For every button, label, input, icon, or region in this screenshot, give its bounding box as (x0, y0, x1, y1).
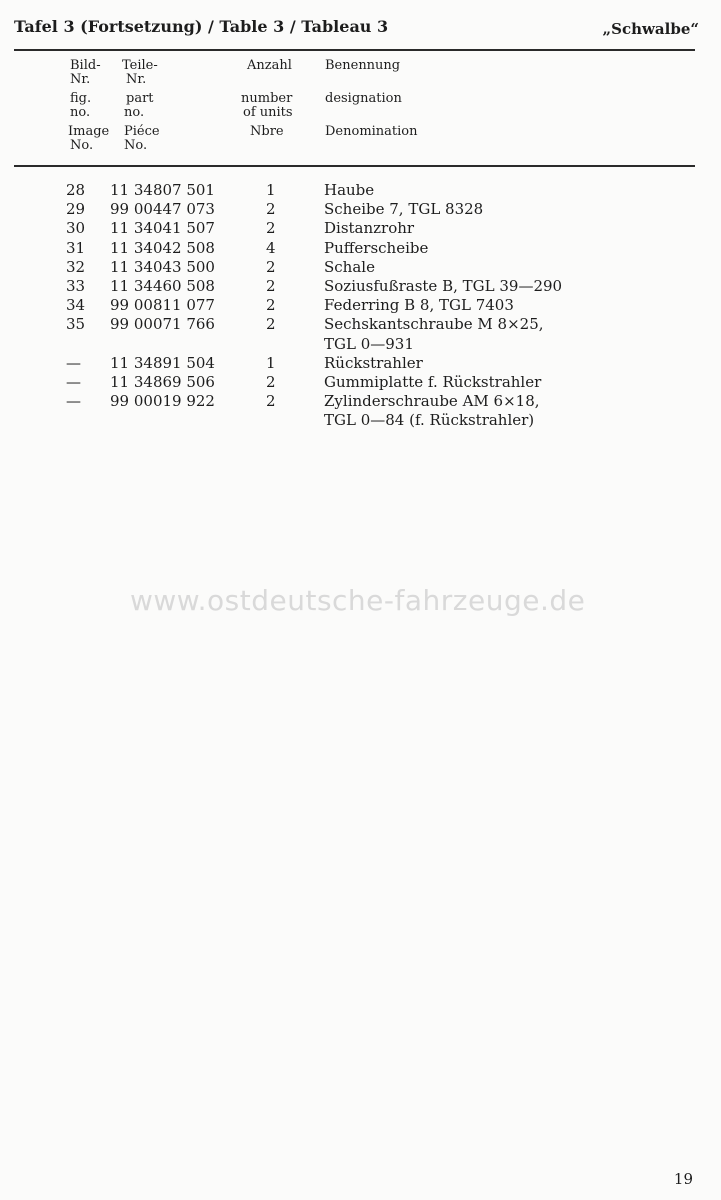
top-rule (14, 49, 695, 51)
watermark: www.ostdeutsche-fahrzeuge.de (130, 584, 586, 617)
designation: Federring B 8, TGL 7403 (324, 296, 514, 315)
table-row-continuation (0, 335, 721, 354)
header-line: of units (243, 105, 293, 120)
part-no: 11 34042 508 (110, 238, 215, 257)
header-line: Anzahl (247, 58, 292, 73)
page-title: Tafel 3 (Fortsetzung) / Table 3 / Tableau 3 (14, 17, 389, 36)
part-no: 99 00019 922 (110, 392, 215, 411)
table-row (0, 258, 721, 277)
designation: Schale (324, 257, 375, 276)
designation: TGL 0—931 (324, 334, 414, 353)
quantity: 2 (266, 392, 276, 411)
image-no: — (66, 353, 81, 372)
table-row (0, 354, 721, 373)
table-row (0, 373, 721, 392)
image-no: — (66, 372, 81, 391)
designation: Zylinderschraube AM 6×18, (324, 392, 540, 411)
page-number: 19 (673, 1170, 693, 1188)
header-line: Bild- (70, 58, 101, 73)
part-no: 99 00071 766 (110, 315, 215, 334)
quantity: 1 (266, 353, 276, 372)
designation: Haube (324, 181, 375, 199)
header-line: no. (70, 105, 91, 120)
header-line: fig. (70, 91, 92, 106)
image-no: 29 (66, 200, 86, 219)
quantity: 1 (266, 181, 276, 199)
header-line: designation (325, 91, 402, 106)
part-no: 11 34891 504 (110, 353, 215, 372)
header-line: Nr. (70, 72, 91, 87)
header-line: No. (70, 138, 94, 153)
table-row (0, 200, 721, 219)
quantity: 2 (266, 200, 276, 219)
part-no: 11 34043 500 (110, 257, 215, 276)
quantity: 4 (266, 238, 276, 257)
part-no: 11 34041 507 (110, 219, 215, 238)
quantity: 2 (266, 219, 276, 238)
designation: Soziusfußraste B, TGL 39—290 (324, 276, 563, 295)
image-no: 33 (66, 276, 86, 295)
header-line: Benennung (325, 58, 401, 73)
table-row (0, 239, 721, 258)
header-line: no. (124, 105, 145, 120)
designation: Rückstrahler (324, 353, 423, 372)
image-no: 31 (66, 238, 86, 257)
table-row (0, 296, 721, 315)
designation: Gummiplatte f. Rückstrahler (324, 372, 542, 391)
image-no: 28 (66, 181, 86, 199)
image-no: 32 (66, 257, 86, 276)
part-no: 11 34460 508 (110, 276, 215, 295)
part-no: 99 00447 073 (110, 200, 215, 219)
table-row-continuation (0, 411, 721, 430)
table-row (0, 219, 721, 238)
quantity: 2 (266, 372, 276, 391)
header-line: Teile- (122, 58, 158, 73)
header-line: Nr. (126, 72, 147, 87)
quantity: 2 (266, 296, 276, 315)
part-no: 11 34807 501 (110, 181, 215, 199)
header-line: Denomination (325, 124, 418, 139)
header-line: part (126, 91, 154, 106)
quantity: 2 (266, 315, 276, 334)
part-no: 11 34869 506 (110, 372, 215, 391)
image-no: 35 (66, 315, 86, 334)
image-no: 34 (66, 296, 86, 315)
parts-list (0, 181, 721, 430)
designation: Sechskantschraube M 8×25, (324, 315, 544, 334)
header-rule (14, 165, 695, 167)
image-no: — (66, 392, 81, 411)
model-name: „Schwalbe“ (602, 20, 699, 38)
image-no: 30 (66, 219, 86, 238)
header-line: No. (124, 138, 148, 153)
table-row (0, 181, 721, 200)
part-no: 99 00811 077 (110, 296, 215, 315)
header-line: number (241, 91, 293, 106)
table-row (0, 392, 721, 411)
table-row (0, 315, 721, 334)
designation: TGL 0—84 (f. Rückstrahler) (324, 411, 535, 430)
header-line: Piéce (124, 124, 160, 139)
quantity: 2 (266, 257, 276, 276)
quantity: 2 (266, 276, 276, 295)
designation: Pufferscheibe (324, 238, 429, 257)
header-line: Nbre (250, 124, 284, 139)
table-row (0, 277, 721, 296)
header-line: Image (68, 124, 110, 139)
designation: Distanzrohr (324, 219, 415, 238)
designation: Scheibe 7, TGL 8328 (324, 200, 484, 219)
